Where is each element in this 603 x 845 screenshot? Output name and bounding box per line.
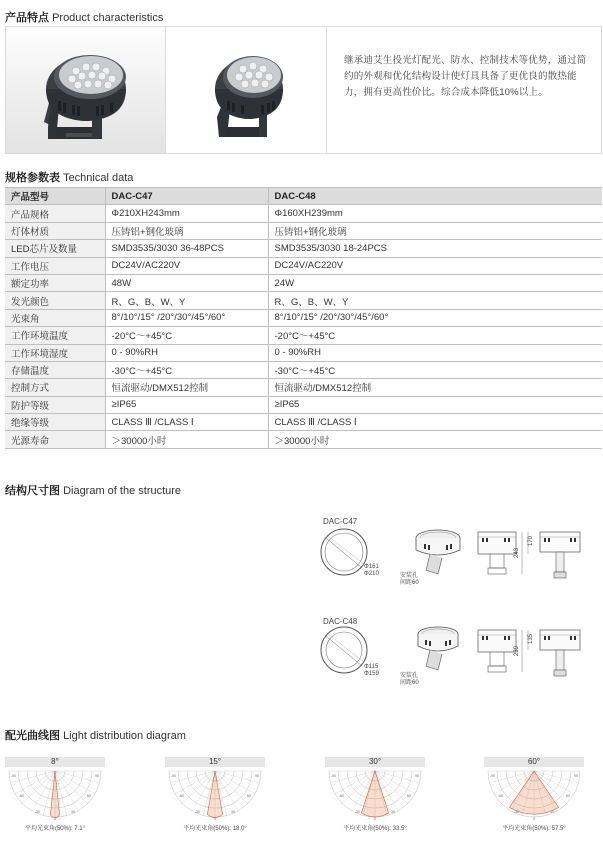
polar-tick-label: -30 [355, 810, 361, 814]
row-label: 工作环境湿度 [5, 344, 105, 361]
row-label: 控制方式 [5, 379, 105, 396]
beam-angle-label: 60° [484, 757, 584, 767]
beam-caption: 平均光束角(50%): 57.5° [502, 826, 566, 832]
beam-angle-label: 15° [165, 757, 265, 767]
light-distribution-chart [484, 757, 584, 835]
table-cell: 8°/10°/15° /20°/30°/45°/60° [105, 309, 268, 326]
table-cell: -20°C～+45°C [105, 327, 268, 344]
polar-spoke [11, 771, 55, 783]
row-label: LED芯片及数量 [5, 240, 105, 257]
height-body-label: 135 [528, 633, 534, 644]
floodlight-image [167, 27, 327, 153]
product-image-1 [6, 27, 166, 153]
table-cell: -20°C～+45°C [268, 327, 602, 344]
hole-label: 安装孔 [400, 573, 419, 579]
table-cell: CLASS Ⅲ /CLASS Ⅰ [105, 414, 268, 431]
beam-curve [361, 771, 388, 817]
table-row [5, 205, 602, 222]
table-cell: 0 - 90%RH [268, 344, 602, 361]
polar-tick-label: 60 [247, 794, 251, 798]
row-label: 防护等级 [5, 396, 105, 413]
table-header-cell: DAC-C47 [105, 188, 268, 205]
polar-spoke [331, 771, 375, 783]
light-distribution-chart [5, 757, 105, 835]
polar-tick-label: -30 [195, 810, 201, 814]
structure-diagram-c47 [318, 528, 588, 588]
table-cell: 压铸铝+钢化玻璃 [105, 222, 268, 239]
table-cell: ≥IP65 [105, 396, 268, 413]
beam-curve [50, 771, 59, 818]
polar-tick-label: 60 [87, 794, 91, 798]
section-title-product: 产品特点 Product characteristics [5, 12, 164, 24]
polar-tick-label: 90 [95, 774, 99, 778]
table-row [5, 431, 602, 448]
table-row [5, 240, 602, 257]
polar-plot [484, 767, 584, 823]
table-cell: ＞30000小时 [105, 431, 268, 448]
table-cell: 24W [268, 274, 602, 291]
polar-plot [165, 767, 265, 823]
polar-tick-label: -60 [179, 794, 185, 798]
polar-tick-label: -90 [11, 774, 17, 778]
side-view-2 [540, 532, 580, 578]
row-label: 存储温度 [5, 361, 105, 378]
table-cell: ＞30000小时 [268, 431, 602, 448]
table-cell: SMD3535/3030 18-24PCS [268, 240, 602, 257]
product-panel [5, 26, 602, 154]
polar-tick-label: 60 [407, 794, 411, 798]
diagram-model-label: DAC-C47 [323, 517, 358, 526]
front-view [321, 529, 367, 575]
table-cell: R、G、B、W、Y [268, 292, 602, 309]
table-cell: 压铸铝+钢化玻璃 [268, 222, 602, 239]
height-total-label: 243 [514, 547, 520, 558]
table-cell: DC24V/AC220V [105, 257, 268, 274]
floodlight-image [6, 27, 166, 153]
row-label: 光束角 [5, 309, 105, 326]
polar-tick-label: 90 [574, 774, 578, 778]
row-label: 工作环境温度 [5, 327, 105, 344]
polar-spoke [215, 771, 259, 783]
beam-caption: 平均光束角(50%): 7.1° [24, 826, 86, 832]
polar-tick-label: -60 [339, 794, 345, 798]
row-label: 工作电压 [5, 257, 105, 274]
table-row [5, 292, 602, 309]
polar-tick-label: -30 [35, 810, 41, 814]
table-header-cell: DAC-C48 [268, 188, 602, 205]
row-label: 产品规格 [5, 205, 105, 222]
table-row [5, 379, 602, 396]
section-title-structure: 结构尺寸图 Diagram of the structure [5, 485, 182, 497]
dia-inner-label: Φ161 [364, 564, 379, 570]
table-cell: 恒流驱动/DMX512控制 [268, 379, 602, 396]
polar-plot [5, 767, 105, 823]
section-title-tech: 规格参数表 Technical data [5, 172, 134, 184]
table-cell: Φ210XH243mm [105, 205, 268, 222]
beam-caption: 平均光束角(50%): 33.5° [343, 826, 407, 832]
table-row [5, 309, 602, 326]
structure-diagram-c48 [318, 626, 588, 688]
perspective-view [418, 627, 458, 670]
diagram-model-label: DAC-C48 [323, 617, 358, 626]
hole-spacing-label: 间距60 [400, 580, 419, 586]
polar-tick-label: 30 [391, 810, 395, 814]
polar-tick-label: 30 [550, 810, 554, 814]
polar-tick-label: 90 [255, 774, 259, 778]
table-row [5, 274, 602, 291]
polar-tick-label: -60 [19, 794, 25, 798]
row-label: 灯体材质 [5, 222, 105, 239]
hole-spacing-label: 间距60 [400, 680, 419, 686]
row-label: 额定功率 [5, 274, 105, 291]
beam-curve [207, 771, 222, 818]
polar-tick-label: 90 [415, 774, 419, 778]
row-label: 发光颜色 [5, 292, 105, 309]
side-view-1 [478, 532, 516, 574]
polar-spoke [55, 771, 99, 783]
polar-tick-label: -90 [490, 774, 496, 778]
polar-spoke [375, 771, 419, 783]
table-cell: -30°C～+45°C [268, 361, 602, 378]
row-label: 光源寿命 [5, 431, 105, 448]
polar-plot [325, 767, 425, 823]
height-body-label: 170 [528, 535, 534, 546]
table-row [5, 344, 602, 361]
table-cell: 48W [105, 274, 268, 291]
dia-outer-label: Φ159 [364, 671, 379, 677]
row-label: 绝缘等级 [5, 414, 105, 431]
table-cell: 0 - 90%RH [105, 344, 268, 361]
dia-outer-label: Φ210 [364, 571, 379, 577]
table-row [5, 222, 602, 239]
beam-caption: 平均光束角(50%): 18.0° [183, 826, 247, 832]
table-cell: 8°/10°/15° /20°/30°/45°/60° [268, 309, 602, 326]
product-image-2 [167, 27, 327, 153]
polar-tick-label: 30 [231, 810, 235, 814]
table-cell: 恒流驱动/DMX512控制 [105, 379, 268, 396]
table-row [5, 414, 602, 431]
light-distribution-chart [325, 757, 425, 835]
polar-tick-label: -90 [331, 774, 337, 778]
polar-spoke [171, 771, 215, 783]
polar-tick-label: 0 [214, 817, 216, 821]
height-total-label: 239 [514, 645, 520, 656]
table-cell: ≥IP65 [268, 396, 602, 413]
table-row [5, 361, 602, 378]
beam-curve [509, 771, 558, 814]
polar-tick-label: 0 [533, 817, 535, 821]
polar-tick-label: 30 [71, 810, 75, 814]
table-row [5, 396, 602, 413]
table-cell: R、G、B、W、Y [105, 292, 268, 309]
beam-angle-label: 30° [325, 757, 425, 767]
table-header-row [5, 188, 602, 205]
table-cell: Φ160XH239mm [268, 205, 602, 222]
polar-tick-label: 0 [374, 817, 376, 821]
polar-tick-label: 60 [566, 794, 570, 798]
table-row [5, 257, 602, 274]
table-cell: SMD3535/3030 36-48PCS [105, 240, 268, 257]
side-view-1 [478, 630, 516, 672]
polar-tick-label: 0 [54, 817, 56, 821]
table-cell: CLASS Ⅲ /CLASS Ⅰ [268, 414, 602, 431]
polar-tick-label: -60 [498, 794, 504, 798]
table-header-cell: 产品型号 [5, 188, 105, 205]
front-view [321, 627, 367, 673]
spec-table [5, 187, 602, 449]
section-title-light: 配光曲线图 Light distribution diagram [5, 730, 186, 742]
beam-angle-label: 8° [5, 757, 105, 767]
hole-label: 安装孔 [400, 673, 419, 679]
product-description: 继承迪艾生投光灯配光、防水、控制技术等优势，通过简约的外观和优化结构设计使灯具具备了更优良的散热能力，拥有更高性价比。综合成本降低10%以上。 [344, 55, 587, 98]
table-row [5, 327, 602, 344]
light-distribution-chart [165, 757, 265, 835]
table-cell: DC24V/AC220V [268, 257, 602, 274]
polar-tick-label: -30 [514, 810, 520, 814]
dia-inner-label: Φ115 [364, 664, 379, 670]
polar-tick-label: -90 [171, 774, 177, 778]
perspective-view [416, 530, 460, 574]
table-cell: -30°C～+45°C [105, 361, 268, 378]
side-view-2 [540, 630, 580, 676]
